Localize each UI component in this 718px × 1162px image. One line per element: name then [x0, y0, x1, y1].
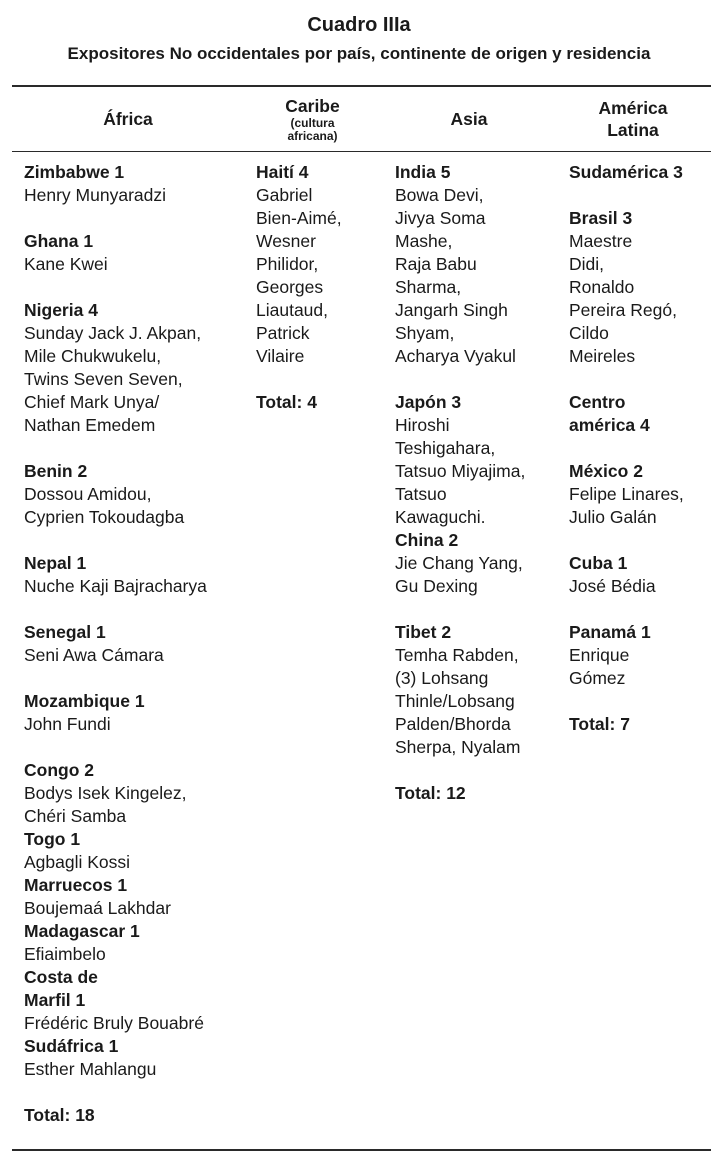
- country-heading: américa 4: [569, 415, 650, 435]
- header-caribe: [250, 88, 375, 150]
- exhibitor-name: Bodys Isek Kingelez,: [24, 783, 187, 803]
- exhibitor-name: Cildo: [569, 323, 609, 343]
- country-heading: Nepal 1: [24, 553, 87, 573]
- country-heading: Haití 4: [256, 162, 309, 182]
- spacer: [395, 368, 525, 391]
- country-heading: Nigeria 4: [24, 300, 98, 320]
- exhibitor-name: Esther Mahlangu: [24, 1059, 157, 1079]
- header-america-label-1: América: [598, 98, 668, 118]
- bottom-rule: [12, 1149, 711, 1151]
- exhibitor-name: José Bédia: [569, 576, 656, 596]
- exhibitor-name: Acharya Vyakul: [395, 346, 516, 366]
- exhibitor-name: Gómez: [569, 668, 626, 688]
- country-heading: Costa de: [24, 967, 98, 987]
- column-africa: [24, 161, 207, 1127]
- exhibitor-name: Raja Babu: [395, 254, 477, 274]
- exhibitor-name: Mashe,: [395, 231, 453, 251]
- spacer: [569, 690, 684, 713]
- column-america-latina: [569, 161, 684, 736]
- header-caribe-label: Caribe: [285, 96, 340, 116]
- exhibitor-name: Tatsuo Miyajima,: [395, 461, 526, 481]
- header-africa-label: África: [103, 109, 153, 129]
- exhibitor-name: Ronaldo: [569, 277, 635, 297]
- column-total: Total: 18: [24, 1105, 95, 1125]
- spacer: [24, 1081, 207, 1104]
- spacer: [24, 736, 207, 759]
- exhibitor-name: Meireles: [569, 346, 636, 366]
- exhibitor-name: Dossou Amidou,: [24, 484, 152, 504]
- header-asia-label: Asia: [450, 109, 488, 129]
- country-heading: Senegal 1: [24, 622, 106, 642]
- exhibitor-name: Liautaud,: [256, 300, 329, 320]
- header-america-label-2: Latina: [607, 120, 659, 140]
- exhibitor-name: Jivya Soma: [395, 208, 486, 228]
- exhibitor-name: Cyprien Tokoudagba: [24, 507, 185, 527]
- exhibitor-name: Frédéric Bruly Bouabré: [24, 1013, 204, 1033]
- exhibitor-name: Henry Munyaradzi: [24, 185, 166, 205]
- country-heading: México 2: [569, 461, 643, 481]
- exhibitor-name: Hiroshi: [395, 415, 450, 435]
- spacer: [569, 368, 684, 391]
- table-title: Cuadro IIIa: [307, 14, 411, 36]
- exhibitor-name: Maestre: [569, 231, 633, 251]
- exhibitor-name: Shyam,: [395, 323, 455, 343]
- spacer: [24, 207, 207, 230]
- exhibitor-name: Patrick: [256, 323, 310, 343]
- country-heading: Sudáfrica 1: [24, 1036, 119, 1056]
- country-heading: Mozambique 1: [24, 691, 145, 711]
- country-heading: Marfil 1: [24, 990, 86, 1010]
- country-heading: Sudamérica 3: [569, 162, 683, 182]
- country-heading: China 2: [395, 530, 459, 550]
- exhibitor-name: Twins Seven Seven,: [24, 369, 183, 389]
- spacer: [24, 667, 207, 690]
- country-heading: Tibet 2: [395, 622, 452, 642]
- exhibitor-name: Nuche Kaji Bajracharya: [24, 576, 207, 596]
- header-africa: [12, 88, 244, 150]
- exhibitor-name: Tatsuo: [395, 484, 447, 504]
- exhibitor-name: John Fundi: [24, 714, 111, 734]
- exhibitor-name: Kane Kwei: [24, 254, 108, 274]
- exhibitor-name: Temha Rabden,: [395, 645, 519, 665]
- country-heading: Zimbabwe 1: [24, 162, 125, 182]
- exhibitor-name: Enrique: [569, 645, 630, 665]
- exhibitor-name: Teshigahara,: [395, 438, 496, 458]
- exhibitor-name: Philidor,: [256, 254, 319, 274]
- column-total: Total: 12: [395, 783, 466, 803]
- spacer: [569, 529, 684, 552]
- table-subtitle: Expositores No occidentales por país, continente de origen y residencia: [67, 44, 651, 63]
- top-rule: [12, 85, 711, 87]
- header-rule: [12, 151, 711, 152]
- spacer: [24, 598, 207, 621]
- country-heading: Brasil 3: [569, 208, 633, 228]
- exhibitor-name: Didi,: [569, 254, 605, 274]
- exhibitor-name: Nathan Emedem: [24, 415, 156, 435]
- spacer: [395, 598, 525, 621]
- country-heading: Centro: [569, 392, 626, 412]
- spacer: [569, 598, 684, 621]
- column-total: Total: 4: [256, 392, 317, 412]
- header-caribe-note-2: africana): [287, 129, 338, 143]
- spacer: [24, 437, 207, 460]
- country-heading: Benin 2: [24, 461, 88, 481]
- country-heading: Panamá 1: [569, 622, 651, 642]
- spacer: [24, 276, 207, 299]
- column-caribe: [256, 161, 342, 414]
- country-heading: Cuba 1: [569, 553, 628, 573]
- exhibitor-name: Mile Chukwukelu,: [24, 346, 162, 366]
- exhibitor-name: Sunday Jack J. Akpan,: [24, 323, 202, 343]
- exhibitor-name: Kawaguchi.: [395, 507, 486, 527]
- header-america-latina: [563, 88, 703, 150]
- exhibitor-name: Bien-Aimé,: [256, 208, 342, 228]
- exhibitor-name: Sherpa, Nyalam: [395, 737, 521, 757]
- exhibitor-name: Gabriel: [256, 185, 313, 205]
- exhibitor-name: Jangarh Singh: [395, 300, 508, 320]
- exhibitor-name: Chief Mark Unya/: [24, 392, 160, 412]
- country-heading: Ghana 1: [24, 231, 94, 251]
- exhibitor-name: Felipe Linares,: [569, 484, 684, 504]
- spacer: [395, 759, 525, 782]
- country-heading: Madagascar 1: [24, 921, 140, 941]
- exhibitor-name: Palden/Bhorda: [395, 714, 511, 734]
- exhibitor-name: (3) Lohsang: [395, 668, 489, 688]
- country-heading: Japón 3: [395, 392, 462, 412]
- exhibitor-name: Pereira Regó,: [569, 300, 677, 320]
- spacer: [569, 437, 684, 460]
- exhibitor-name: Vilaire: [256, 346, 305, 366]
- exhibitor-name: Gu Dexing: [395, 576, 478, 596]
- spacer: [24, 529, 207, 552]
- exhibitor-name: Efiaimbelo: [24, 944, 106, 964]
- exhibitor-name: Seni Awa Cámara: [24, 645, 164, 665]
- country-heading: Marruecos 1: [24, 875, 128, 895]
- exhibitor-name: Bowa Devi,: [395, 185, 484, 205]
- exhibitor-name: Jie Chang Yang,: [395, 553, 523, 573]
- country-heading: India 5: [395, 162, 451, 182]
- country-heading: Togo 1: [24, 829, 81, 849]
- exhibitor-name: Sharma,: [395, 277, 462, 297]
- column-total: Total: 7: [569, 714, 630, 734]
- header-caribe-note-1: (cultura: [290, 116, 335, 130]
- spacer: [569, 184, 684, 207]
- exhibitor-name: Georges: [256, 277, 324, 297]
- column-asia: [395, 161, 525, 805]
- exhibitor-name: Agbagli Kossi: [24, 852, 131, 872]
- spacer: [256, 368, 342, 391]
- exhibitor-name: Chéri Samba: [24, 806, 127, 826]
- exhibitor-name: Wesner: [256, 231, 316, 251]
- country-heading: Congo 2: [24, 760, 94, 780]
- header-asia: [385, 88, 553, 150]
- exhibitor-name: Thinle/Lobsang: [395, 691, 515, 711]
- exhibitor-name: Boujemaá Lakhdar: [24, 898, 171, 918]
- exhibitor-name: Julio Galán: [569, 507, 657, 527]
